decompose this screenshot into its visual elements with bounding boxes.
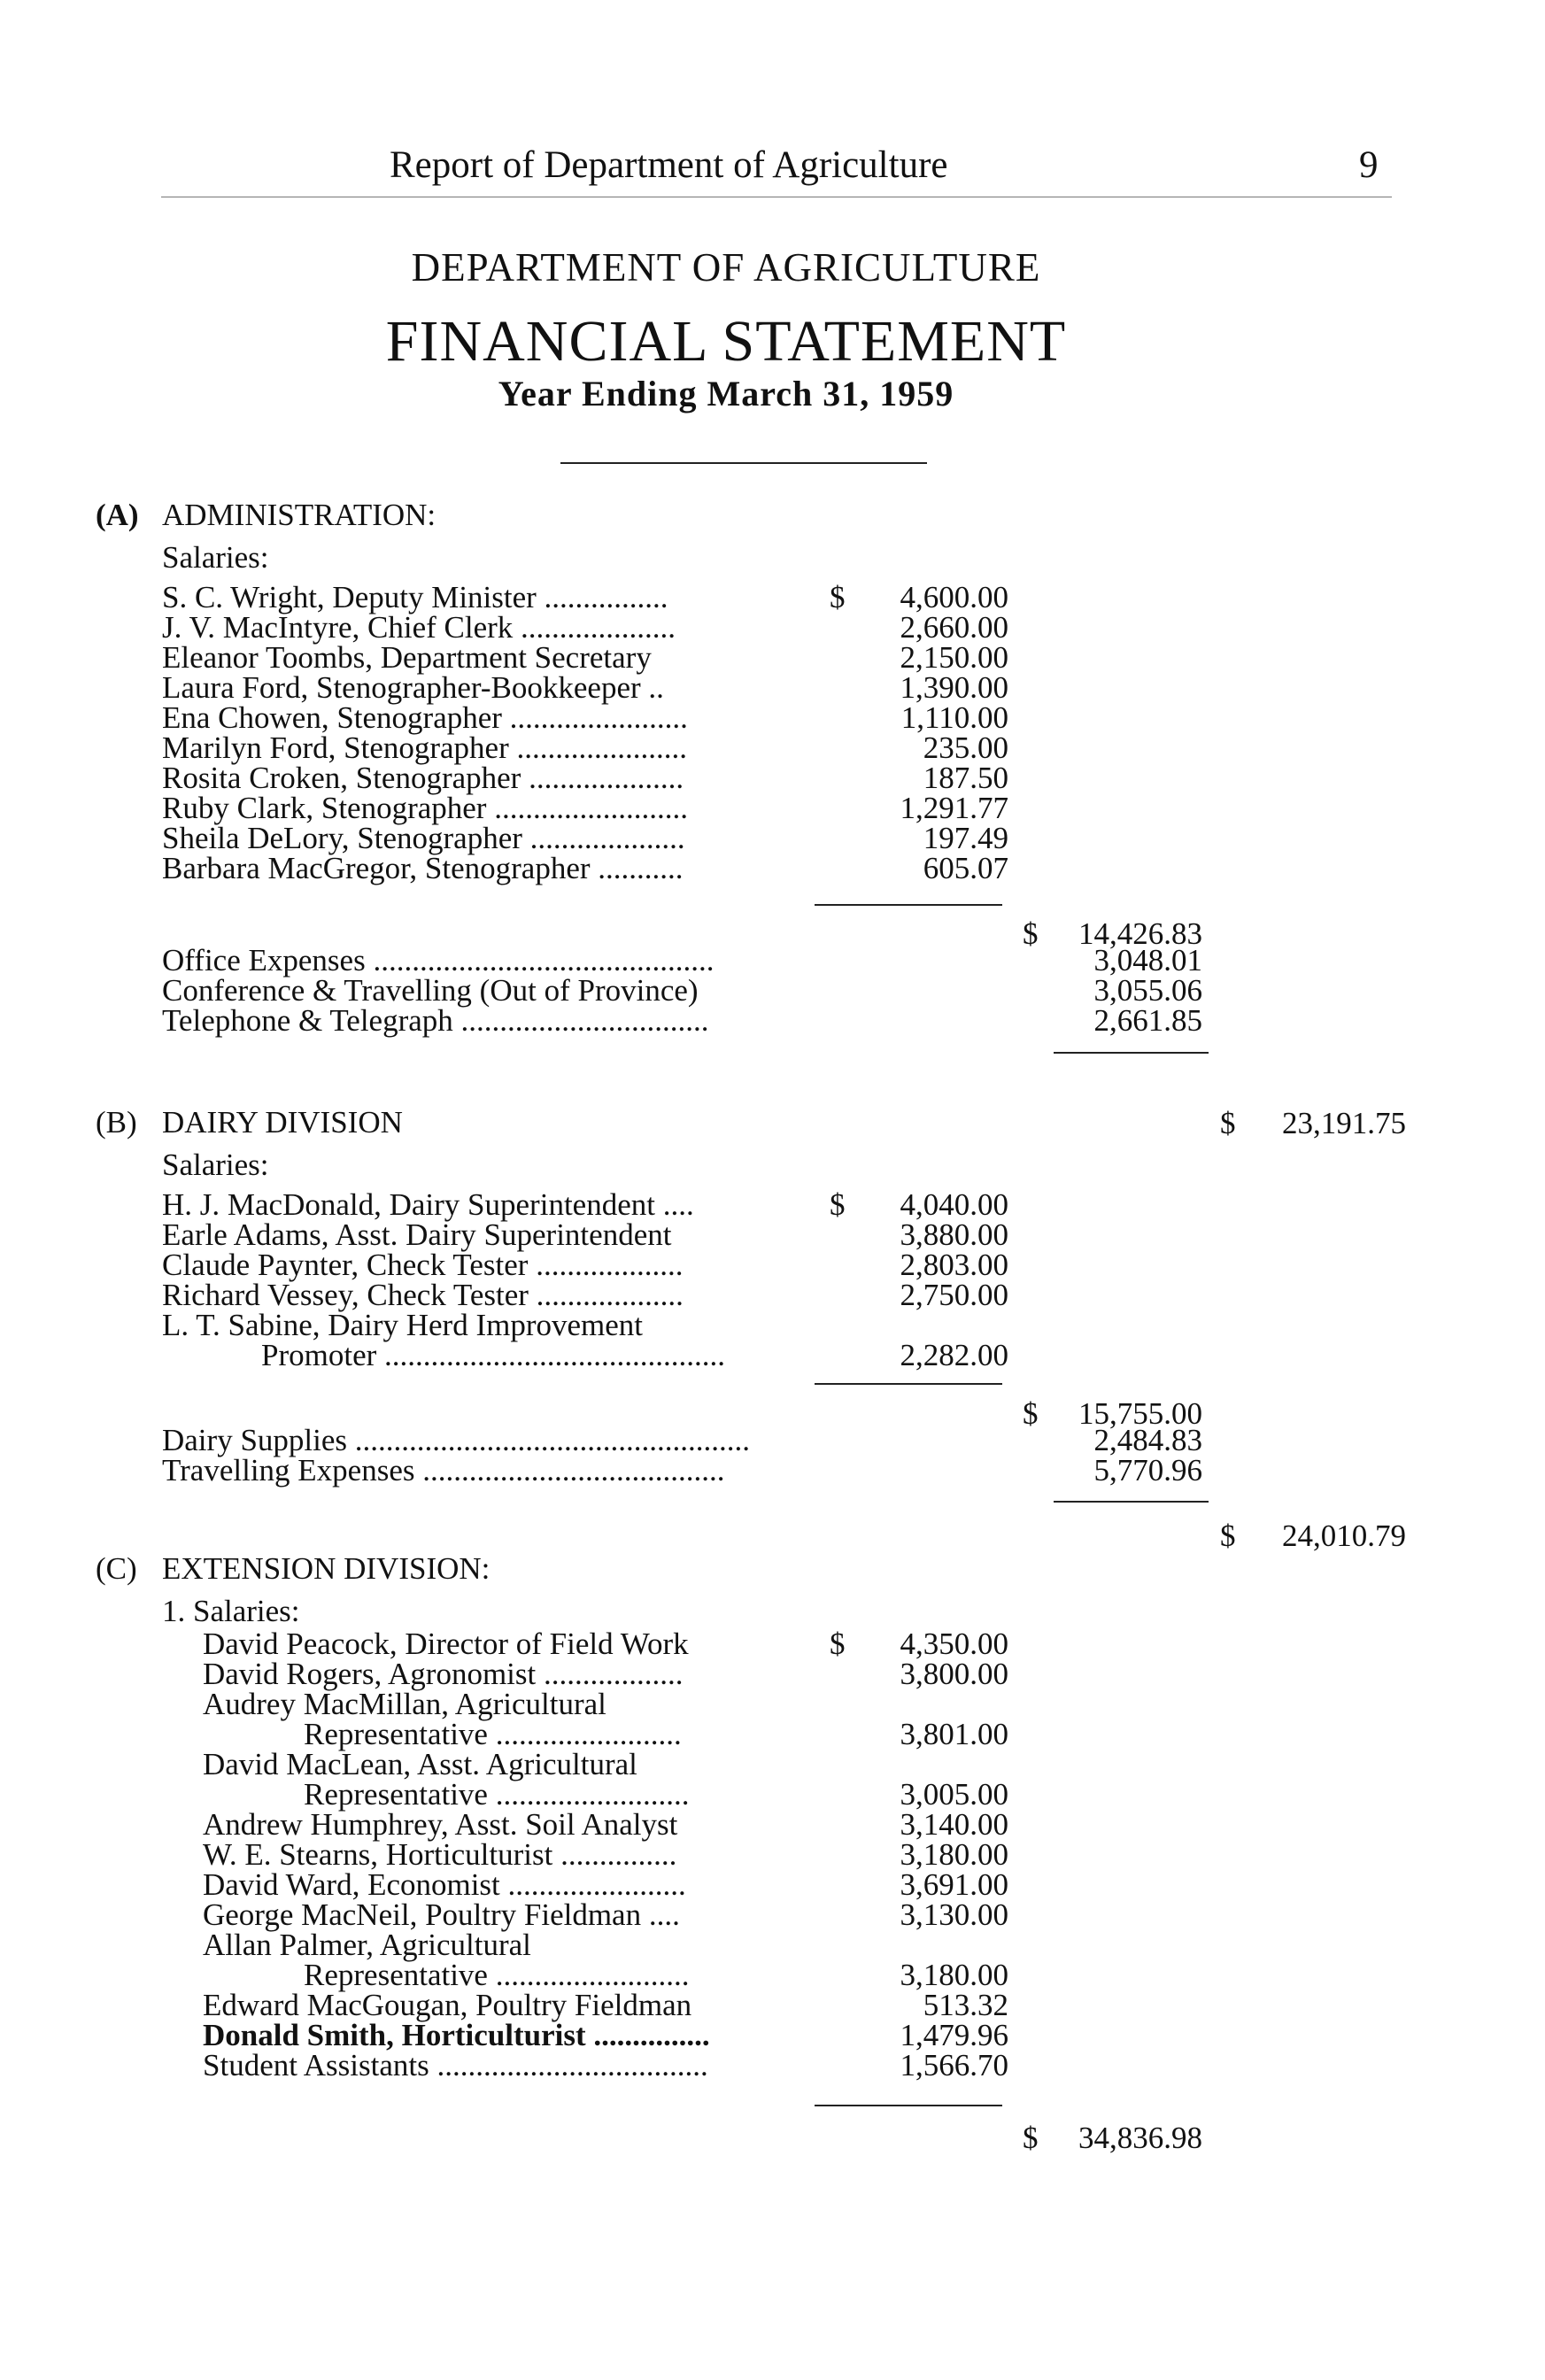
section-a-salary-amount: 1,390.00 [900,670,1008,705]
section-a-expense-name: Office Expenses ............................................ [162,943,715,978]
section-b-salary-row [0,1310,1545,1341]
section-c-salary-row [0,2018,1545,2052]
section-a-salary-row [0,823,1545,854]
section-b-salary-amount: 3,880.00 [900,1217,1008,1252]
section-a-title: ADMINISTRATION: [162,498,436,532]
section-c-salary-row [0,1629,1545,1659]
section-c-salary-amount: 3,180.00 [900,1958,1008,1992]
section-c-salary-row [0,2048,1545,2082]
section-c-salary-row [0,1960,1545,1990]
section-c-salary-row [0,1747,1545,1781]
section-b-subtotal-amount: 15,755.00 [1078,1396,1202,1431]
section-a-salary-name: S. C. Wright, Deputy Minister ................ [162,580,668,614]
section-a-salary-row [0,730,1545,765]
section-c-salary-name: David Rogers, Agronomist .................. [203,1657,684,1691]
section-a-expense-amount: 2,661.85 [1093,1003,1202,1038]
section-b-salary-amount: 2,750.00 [900,1278,1008,1312]
section-b-salary-row [0,1280,1545,1310]
section-c-salary-name: W. E. Stearns, Horticulturist ............... [203,1837,677,1872]
section-b-total-dollar: $ [1220,1518,1236,1553]
section-a-salary-name: Barbara MacGregor, Stenographer ........... [162,851,684,885]
section-b-salary-name: Claude Paynter, Check Tester ................... [162,1248,684,1282]
section-a-expense-name: Conference & Travelling (Out of Province) [162,973,699,1008]
section-c-salary-amount: 1,566.70 [900,2048,1008,2082]
section-c-salary-name: Donald Smith, Horticulturist ............... [203,2018,710,2052]
section-b-salary-name: Promoter ............................................ [261,1338,726,1372]
section-a-salary-name: J. V. MacIntyre, Chief Clerk .................... [162,610,676,645]
section-b-letter: (B) [96,1105,137,1140]
section-a-salary-name: Ena Chowen, Stenographer ....................... [162,700,688,735]
section-c-salary-amount: 3,180.00 [900,1837,1008,1872]
section-c-salary-amount: 3,130.00 [900,1897,1008,1932]
section-c-salary-row [0,1867,1545,1902]
statement-title: FINANCIAL STATEMENT [385,309,1067,374]
section-c-salary-amount: 4,350.00 [900,1627,1008,1661]
section-c-salary-name: George MacNeil, Poultry Fieldman .... [203,1897,680,1932]
section-a-salary-row [0,670,1545,705]
section-a-total-rule [1054,1052,1209,1054]
section-b-salary-name: L. T. Sabine, Dairy Herd Improvement [162,1308,643,1342]
section-a-salary-name: Sheila DeLory, Stenographer .................... [162,821,685,855]
section-c-salary-name: Allan Palmer, Agricultural [203,1928,531,1962]
section-b-total-amount: 24,010.79 [1282,1518,1406,1553]
section-a-expense-name: Telephone & Telegraph ................................ [162,1003,709,1038]
section-c-salary-row [0,1930,1545,1960]
section-a-salary-row [0,851,1545,885]
section-b-salary-row [0,1250,1545,1280]
section-b-salary-row [0,1338,1545,1372]
section-c-salary-name: Edward MacGougan, Poultry Fieldman [203,1988,692,2022]
section-a-salary-name: Rosita Croken, Stenographer .................... [162,761,684,795]
section-a-salary-amount: 2,150.00 [900,640,1008,675]
section-a-salary-name: Laura Ford, Stenographer-Bookkeeper .. [162,670,664,705]
section-a-salary-amount: 2,660.00 [900,610,1008,645]
section-a-expense-row [0,1003,1545,1038]
section-c-salary-name: Student Assistants ................................... [203,2048,708,2082]
section-a-expense-amount: 3,055.06 [1093,973,1202,1008]
section-a-salaries-label: Salaries: [162,540,269,575]
section-c-salary-name: Audrey MacMillan, Agricultural [203,1687,606,1721]
section-a-salary-row [0,640,1545,675]
section-b-salary-amount: 2,282.00 [900,1338,1008,1372]
section-c-salary-row [0,1719,1545,1750]
section-a-total-amount: 23,191.75 [1282,1106,1406,1140]
section-b-total-rule [1054,1501,1209,1503]
section-b-salary-name: H. J. MacDonald, Dairy Superintendent .... [162,1187,694,1222]
section-c-salary-row [0,1689,1545,1719]
section-c-salary-name: Andrew Humphrey, Asst. Soil Analyst [203,1807,678,1842]
section-b-subtotal-dollar: $ [1023,1396,1039,1431]
section-a-salary-row [0,763,1545,793]
section-a-letter: (A) [96,498,139,532]
section-c-salary-amount: 3,140.00 [900,1807,1008,1842]
section-a-subtotal-dollar: $ [1023,916,1039,951]
section-a-subtotal-rule [815,904,1002,906]
section-b-expense-amount: 2,484.83 [1093,1423,1202,1457]
section-c-salary-row [0,1659,1545,1689]
section-a-salary-row [0,580,1545,614]
section-c-salary-row [0,1837,1545,1872]
section-b-salary-row [0,1217,1545,1252]
section-a-total-dollar: $ [1220,1106,1236,1140]
section-c-salary-name: David MacLean, Asst. Agricultural [203,1747,637,1781]
section-b-expense-name: Travelling Expenses ....................................... [162,1453,725,1488]
section-a-salary-row [0,700,1545,735]
statement-subtitle: Year Ending March 31, 1959 [498,374,954,413]
section-b-salary-row [0,1187,1545,1222]
department-heading: DEPARTMENT OF AGRICULTURE [411,245,1041,290]
section-c-salary-amount: 1,479.96 [900,2018,1008,2052]
section-c-salary-dollar: $ [830,1627,846,1661]
section-c-salary-row [0,1990,1545,2021]
section-c-salary-amount: 3,800.00 [900,1657,1008,1691]
section-a-salary-amount: 605.07 [923,851,1008,885]
section-a-expense-row [0,973,1545,1008]
section-c-salary-name: David Peacock, Director of Field Work [203,1627,689,1661]
section-a-salary-amount: 235.00 [923,730,1008,765]
section-b-expense-row [0,1423,1545,1457]
section-c-salaries-label: 1. Salaries: [162,1594,300,1628]
section-a-subtotal-amount: 14,426.83 [1078,916,1202,951]
section-a-salary-name: Ruby Clark, Stenographer ......................... [162,791,688,825]
section-a-salary-amount: 1,110.00 [900,700,1008,735]
section-b-salary-name: Richard Vessey, Check Tester ................... [162,1278,684,1312]
section-a-salary-amount: 187.50 [923,761,1008,795]
section-c-salary-name: Representative ......................... [304,1777,690,1812]
section-c-salary-amount: 513.32 [923,1988,1008,2022]
section-a-salary-amount: 4,600.00 [900,580,1008,614]
section-c-salary-name: Representative ......................... [304,1958,690,1992]
section-a-salary-amount: 197.49 [923,821,1008,855]
section-a-expense-row [0,943,1545,978]
section-b-expense-amount: 5,770.96 [1093,1453,1202,1488]
section-c-salary-amount: 3,801.00 [900,1717,1008,1751]
section-c-salary-name: Representative ........................ [304,1717,682,1751]
section-b-subtotal-rule [815,1383,1002,1385]
section-c-title: EXTENSION DIVISION: [162,1551,491,1586]
running-header-title: Report of Department of Agriculture [390,144,948,186]
section-a-salary-row [0,793,1545,823]
section-c-salary-row [0,1897,1545,1932]
section-b-salary-name: Earle Adams, Asst. Dairy Superintendent [162,1217,672,1252]
section-b-salaries-label: Salaries: [162,1148,269,1182]
section-b-salary-dollar: $ [830,1187,846,1222]
section-a-salary-amount: 1,291.77 [900,791,1008,825]
section-a-salary-name: Marilyn Ford, Stenographer ...................... [162,730,687,765]
section-c-salary-name: David Ward, Economist ....................... [203,1867,686,1902]
section-b-expense-name: Dairy Supplies ................................................... [162,1423,751,1457]
section-a-expense-amount: 3,048.01 [1093,943,1202,978]
section-a-salary-dollar: $ [830,580,846,614]
section-c-salary-amount: 3,005.00 [900,1777,1008,1812]
section-b-salary-amount: 2,803.00 [900,1248,1008,1282]
heading-rule [560,462,927,464]
section-c-letter: (C) [96,1551,137,1586]
section-b-title: DAIRY DIVISION [162,1105,403,1140]
page-number: 9 [1359,144,1379,186]
section-c-subtotal-dollar: $ [1023,2121,1039,2155]
section-c-subtotal-amount: 34,836.98 [1078,2121,1202,2155]
section-c-salary-row [0,1777,1545,1812]
section-a-salary-name: Eleanor Toombs, Department Secretary [162,640,652,675]
section-a-salary-row [0,610,1545,645]
section-b-salary-amount: 4,040.00 [900,1187,1008,1222]
section-b-expense-row [0,1453,1545,1488]
section-c-salary-row [0,1807,1545,1842]
section-c-subtotal-rule [815,2105,1002,2106]
section-c-salary-amount: 3,691.00 [900,1867,1008,1902]
